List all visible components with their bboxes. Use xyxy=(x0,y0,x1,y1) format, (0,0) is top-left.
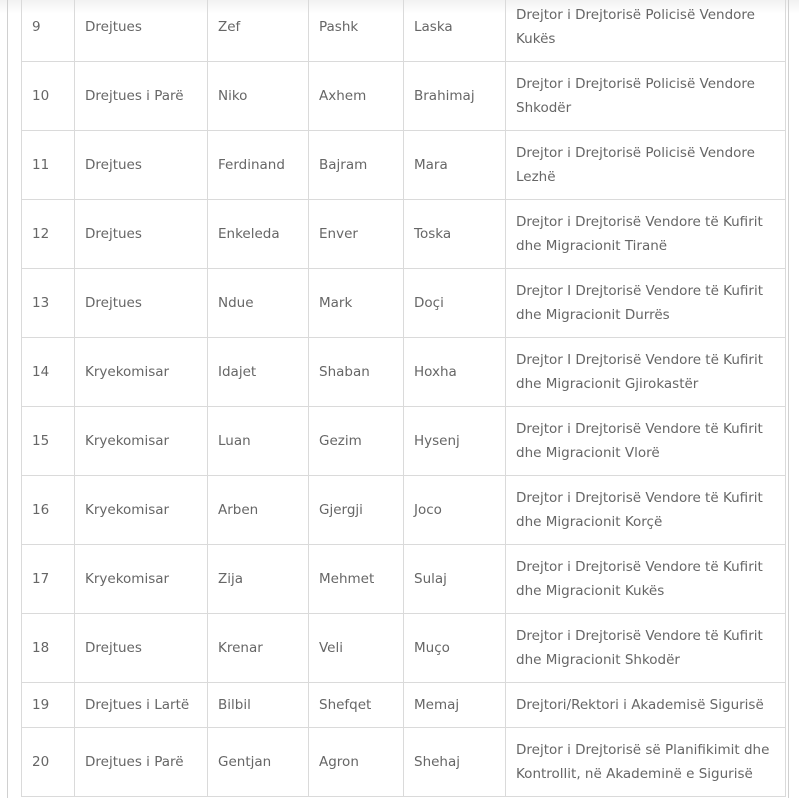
cell-last-name: Shehaj xyxy=(404,728,506,797)
cell-father-name: Axhem xyxy=(309,62,404,131)
cell-first-name: Ferdinand xyxy=(208,131,309,200)
cell-number: 20 xyxy=(22,728,75,797)
cell-grade: Drejtues xyxy=(75,269,208,338)
cell-number: 17 xyxy=(22,545,75,614)
cell-number: 13 xyxy=(22,269,75,338)
cell-father-name: Mehmet xyxy=(309,545,404,614)
cell-first-name: Arben xyxy=(208,476,309,545)
cell-last-name: Hoxha xyxy=(404,338,506,407)
cell-first-name: Zija xyxy=(208,545,309,614)
cell-position: Drejtor i Drejtorisë Vendore të Kufirit dhe Migracionit Kukës xyxy=(506,545,786,614)
cell-number: 10 xyxy=(22,62,75,131)
cell-first-name: Luan xyxy=(208,407,309,476)
cell-father-name: Bajram xyxy=(309,131,404,200)
cell-position: Drejtor i Drejtorisë Policisë Vendore Kukës xyxy=(506,0,786,62)
cell-father-name: Shefqet xyxy=(309,683,404,728)
cell-last-name: Sulaj xyxy=(404,545,506,614)
cell-grade: Drejtues xyxy=(75,0,208,62)
cell-grade: Kryekomisar xyxy=(75,476,208,545)
table-row xyxy=(22,545,786,614)
content-border-right xyxy=(788,0,789,798)
cell-position: Drejtor i Drejtorisë Vendore të Kufirit dhe Migracionit Vlorë xyxy=(506,407,786,476)
cell-last-name: Hysenj xyxy=(404,407,506,476)
cell-number: 15 xyxy=(22,407,75,476)
officials-table-container xyxy=(21,0,785,797)
cell-first-name: Enkeleda xyxy=(208,200,309,269)
cell-last-name: Memaj xyxy=(404,683,506,728)
cell-position: Drejtor i Drejtorisë Vendore të Kufirit dhe Migracionit Shkodër xyxy=(506,614,786,683)
cell-grade: Drejtues xyxy=(75,200,208,269)
cell-father-name: Agron xyxy=(309,728,404,797)
table-row xyxy=(22,728,786,797)
cell-father-name: Veli xyxy=(309,614,404,683)
table-row xyxy=(22,62,786,131)
table-row xyxy=(22,269,786,338)
cell-last-name: Laska xyxy=(404,0,506,62)
cell-last-name: Toska xyxy=(404,200,506,269)
cell-grade: Kryekomisar xyxy=(75,338,208,407)
cell-number: 12 xyxy=(22,200,75,269)
cell-number: 16 xyxy=(22,476,75,545)
table-row xyxy=(22,338,786,407)
cell-number: 11 xyxy=(22,131,75,200)
cell-grade: Drejtues i Lartë xyxy=(75,683,208,728)
cell-last-name: Brahimaj xyxy=(404,62,506,131)
cell-father-name: Enver xyxy=(309,200,404,269)
cell-last-name: Muço xyxy=(404,614,506,683)
cell-grade: Drejtues xyxy=(75,614,208,683)
cell-father-name: Pashk xyxy=(309,0,404,62)
table-row xyxy=(22,131,786,200)
cell-father-name: Shaban xyxy=(309,338,404,407)
cell-position: Drejtor i Drejtorisë Vendore të Kufirit dhe Migracionit Korçë xyxy=(506,476,786,545)
table-row xyxy=(22,683,786,728)
table-row xyxy=(22,476,786,545)
cell-number: 18 xyxy=(22,614,75,683)
cell-last-name: Doçi xyxy=(404,269,506,338)
cell-first-name: Bilbil xyxy=(208,683,309,728)
table-row xyxy=(22,614,786,683)
cell-first-name: Ndue xyxy=(208,269,309,338)
cell-father-name: Mark xyxy=(309,269,404,338)
cell-number: 14 xyxy=(22,338,75,407)
cell-position: Drejtor I Drejtorisë Vendore të Kufirit dhe Migracionit Gjirokastër xyxy=(506,338,786,407)
cell-position: Drejtor i Drejtorisë së Planifikimit dhe Kontrollit, në Akademinë e Sigurisë xyxy=(506,728,786,797)
cell-first-name: Krenar xyxy=(208,614,309,683)
cell-grade: Drejtues i Parë xyxy=(75,728,208,797)
cell-grade: Kryekomisar xyxy=(75,407,208,476)
table-row xyxy=(22,200,786,269)
table-row xyxy=(22,407,786,476)
cell-last-name: Mara xyxy=(404,131,506,200)
cell-first-name: Gentjan xyxy=(208,728,309,797)
cell-position: Drejtor i Drejtorisë Vendore të Kufirit dhe Migracionit Tiranë xyxy=(506,200,786,269)
cell-father-name: Gjergji xyxy=(309,476,404,545)
cell-grade: Drejtues xyxy=(75,131,208,200)
cell-first-name: Idajet xyxy=(208,338,309,407)
cell-grade: Kryekomisar xyxy=(75,545,208,614)
cell-father-name: Gezim xyxy=(309,407,404,476)
cell-position: Drejtor i Drejtorisë Policisë Vendore Lezhë xyxy=(506,131,786,200)
cell-first-name: Niko xyxy=(208,62,309,131)
cell-position: Drejtor i Drejtorisë Policisë Vendore Shkodër xyxy=(506,62,786,131)
cell-position: Drejtor I Drejtorisë Vendore të Kufirit dhe Migracionit Durrës xyxy=(506,269,786,338)
content-border-left xyxy=(7,0,8,798)
cell-grade: Drejtues i Parë xyxy=(75,62,208,131)
cell-last-name: Joco xyxy=(404,476,506,545)
cell-number: 19 xyxy=(22,683,75,728)
cell-first-name: Zef xyxy=(208,0,309,62)
officials-table xyxy=(21,0,786,797)
cell-number: 9 xyxy=(22,0,75,62)
cell-position: Drejtori/Rektori i Akademisë Sigurisë xyxy=(506,683,786,728)
table-row xyxy=(22,0,786,62)
officials-table-body xyxy=(22,0,786,797)
